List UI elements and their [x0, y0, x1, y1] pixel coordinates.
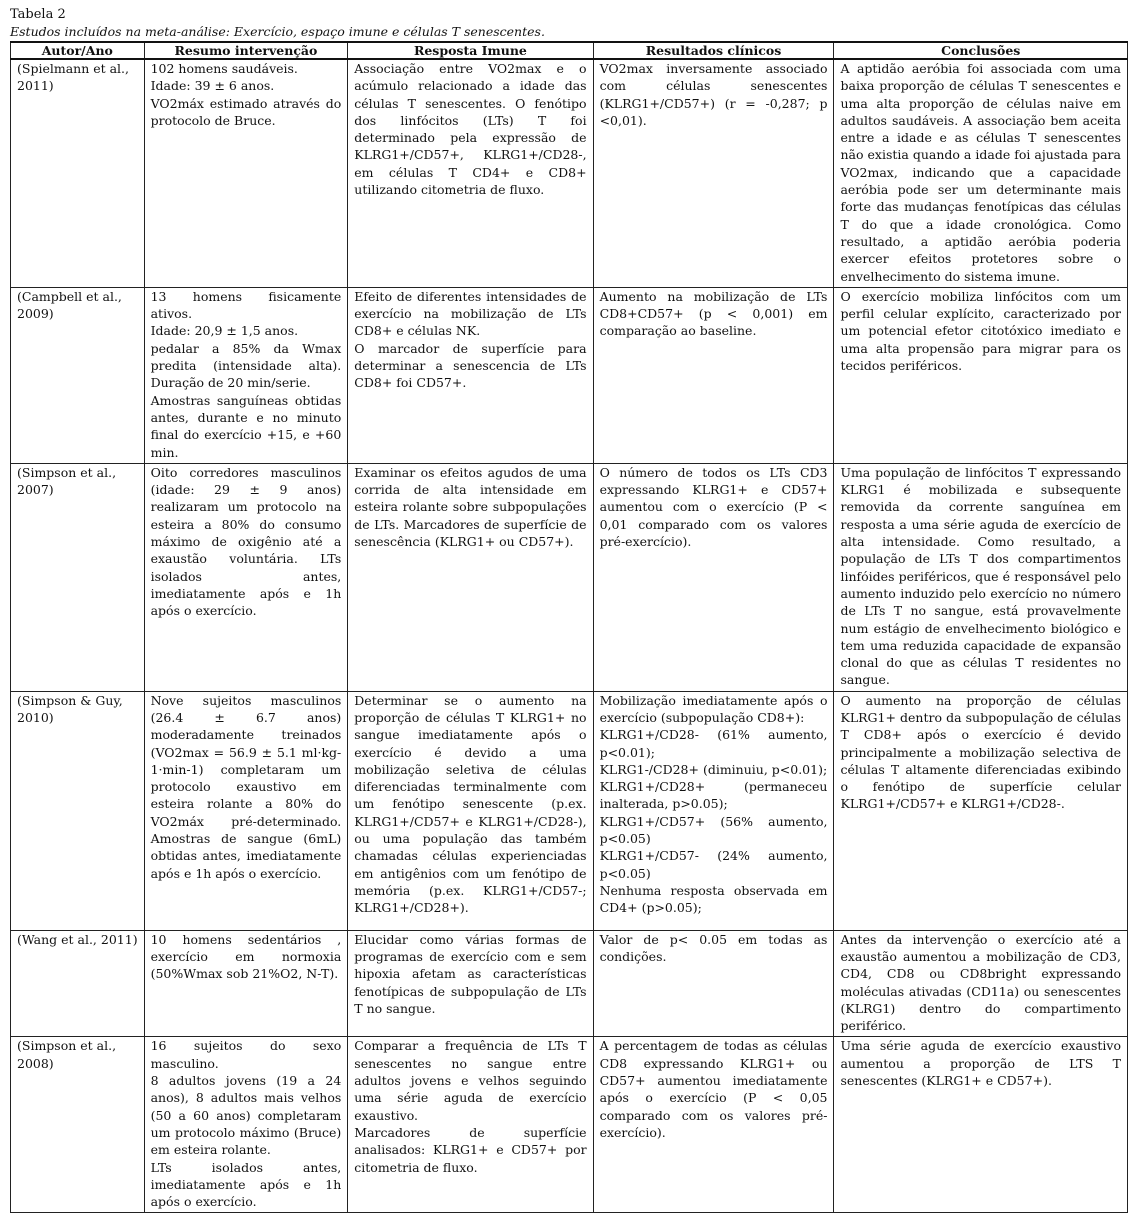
immune-line: Comparar a frequência de LTs T senescentes no sangue entre adultos jovens e velhos seguindo uma série aguda de exercício exaustivo. [354, 1038, 587, 1123]
intervention-line: 13 homens fisicamente ativos. [150, 288, 342, 322]
immune-line: Determinar se o aumento na proporção de células T KLRG1+ no sangue imediatamente após o exercício é devido a uma mobilização seletiva de células diferenciadas terminalmente com um fenótipo senescente (p.ex. KLRG1+/CD57+ e KLRG1+/CD28-), ou uma população das também chamadas células experienciadas em antigênios com um fenótipo de memória (p.ex. KLRG1+/CD57-; KLRG1+/CD28+). [354, 692, 587, 916]
intervention-cell [144, 463, 348, 691]
conclusions-line: Antes da intervenção o exercício até a exaustão aumentou a mobilização de CD3, CD4, CD8 ou CD8bright expressando moléculas ativadas (CD11a) ou senescentes (KLRG1) dentro do compartimento periférico. [840, 931, 1121, 1034]
intervention-line: 8 adultos jovens (19 a 24 anos), 8 adultos mais velhos (50 a 60 anos) completaram um protocolo máximo (Bruce) em esteira rolante. [150, 1073, 342, 1158]
clinical-line: A percentagem de todas as células CD8 expressando KLRG1+ ou CD57+ aumentou imediatamente após o exercício (P < 0,05 comparado com os valores pré-exercício). [599, 1038, 828, 1140]
header-author: Autor/Ano [11, 42, 145, 59]
conclusions-line: Uma população de linfócitos T expressando KLRG1 é mobilizada e subsequente removida da corrente sanguínea em resposta a uma série aguda de exercício de alta intensidade. Como resultado, a população de LTs T dos compartimentos linfóides periféricos, que é responsável pelo aumento induzido pelo exercício no número de LTs T no sangue, está provavelmente num estágio de envelhecimento biológico e tem uma reduzida capacidade de expansão clonal do que as células T residentes no sangue. [840, 464, 1121, 688]
immune-cell [348, 463, 593, 691]
immune-cell [348, 930, 593, 1037]
clinical-cell [593, 691, 834, 930]
header-conclusions: Conclusões [834, 42, 1128, 59]
conclusions-cell [834, 463, 1128, 691]
intervention-line: 102 homens saudáveis. [150, 61, 298, 76]
intervention-line: Idade: 20,9 ± 1,5 anos. [150, 323, 299, 339]
table-row [11, 691, 1128, 930]
conclusions-line: A aptidão aeróbia foi associada com uma baixa proporção de células T senescentes e uma alta proporção de células naive em adultos saudáveis. A associação bem aceita entre a idade e as células T senescentes não existia quando a idade foi ajustada para VO2max, indicando que a capacidade aeróbia pode ser um determinante mais forte das mudanças fenotípicas das células T do que a idade cronológica. Como resultado, a aptidão aeróbia poderia exercer efeitos protetores sobre o envelhecimento do sistema imune. [840, 61, 1121, 284]
clinical-line: Aumento na mobilização de LTs CD8+CD57+ (p < 0,001) em comparação ao baseline. [599, 288, 828, 339]
immune-line: Associação entre VO2max e o acúmulo relacionado a idade das células T senescentes. O fenótipo dos linfócitos (LTs) T foi determinado pela expressão de KLRG1+/CD57+, KLRG1+/CD28-, em células T CD4+ e CD8+ utilizando citometria de fluxo. [354, 61, 587, 198]
clinical-cell [593, 463, 834, 691]
table-row [11, 1037, 1128, 1213]
intervention-line: Idade: 39 ± 6 anos. [150, 78, 275, 94]
clinical-cell [593, 930, 834, 1037]
header-clinical: Resultados clínicos [593, 42, 834, 59]
table-row [11, 463, 1128, 691]
author-cell: (Simpson et al., 2008) [11, 1037, 145, 1213]
author-cell: (Simpson et al., 2007) [11, 463, 145, 691]
immune-line: Elucidar como várias formas de programas de exercício com e sem hipoxia afetam as características fenotípicas de subpopulação de LTs T no sangue. [354, 931, 587, 1016]
intervention-line: 10 homens sedentários , exercício em normoxia (50%Wmax sob 21%O2, N-T). [150, 931, 342, 982]
conclusions-cell [834, 287, 1128, 463]
header-immune: Resposta Imune [348, 42, 593, 59]
intervention-cell [144, 691, 348, 930]
intervention-line: Amostras sanguíneas obtidas antes, durante e no minuto final do exercício +15, e +60 min. [150, 392, 342, 460]
header-row [11, 42, 1128, 59]
author-cell: (Wang et al., 2011) [11, 930, 145, 1037]
author-cell: (Campbell et al., 2009) [11, 287, 145, 463]
header-intervention: Resumo intervenção [144, 42, 348, 59]
immune-line: Marcadores de superfície analisados: KLRG1+ e CD57+ por citometria de fluxo. [354, 1124, 587, 1175]
conclusions-line: O exercício mobiliza linfócitos com um perfil celular explícito, caracterizado por um potencial efetor citotóxico imediato e uma alta propensão para migrar para os tecidos periféricos. [840, 288, 1121, 374]
page [10, 6, 1128, 1213]
conclusions-line: Uma série aguda de exercício exaustivo aumentou a proporção de LTS T senescentes (KLRG1+ e CD57+). [840, 1038, 1121, 1089]
clinical-line: KLRG1-/CD28+ (diminuiu, p<0.01); [599, 761, 828, 777]
intervention-line: pedalar a 85% da Wmax predita (intensidade alta). Duração de 20 min/serie. [150, 340, 342, 391]
intervention-cell [144, 930, 348, 1037]
intervention-cell [144, 287, 348, 463]
table-row [11, 930, 1128, 1037]
clinical-line: KLRG1+/CD57- (24% aumento, p<0.05) [599, 848, 828, 881]
clinical-line: O número de todos os LTs CD3 expressando KLRG1+ e CD57+ aumentou com o exercício (P < 0,01 comparado com os valores pré-exercício). [599, 464, 828, 550]
clinical-line: KLRG1+/CD28+ (permaneceu inalterada, p>0.05); [599, 779, 828, 812]
immune-line: Examinar os efeitos agudos de uma corrida de alta intensidade em esteira rolante sobre subpopulações de LTs. Marcadores de superfície de senescência (KLRG1+ ou CD57+). [354, 464, 587, 550]
intervention-line: Nove sujeitos masculinos (26.4 ± 6.7 anos) moderadamente treinados (VO2max = 56.9 ± 5.1 ml·kg-1·min-1) completaram um protocolo exaustivo em esteira rolante a 80% do VO2máx pré-determinado. Amostras de sangue (6mL) obtidas antes, imediatamente após e 1h após o exercício. [150, 692, 342, 881]
table-caption: Estudos incluídos na meta-análise: Exercício, espaço imune e células T senescentes. [10, 24, 545, 39]
clinical-line: Mobilização imediatamente após o exercício (subpopulação CD8+): [599, 692, 828, 725]
immune-cell [348, 1037, 593, 1213]
table-row [11, 287, 1128, 463]
immune-cell [348, 59, 593, 287]
conclusions-line: O aumento na proporção de células KLRG1+ dentro da subpopulação de células T CD8+ após o exercício é devido principalmente a mobilização selectiva de células T altamente diferenciadas exibindo o fenótipo de superfície celular KLRG1+/CD57+ e KLRG1+/CD28-. [840, 692, 1121, 812]
author-cell: (Spielmann et al., 2011) [11, 59, 145, 287]
intervention-line: 16 sujeitos do sexo masculino. [150, 1038, 342, 1071]
conclusions-cell [834, 691, 1128, 930]
conclusions-cell [834, 930, 1128, 1037]
clinical-cell [593, 1037, 834, 1213]
intervention-line: VO2máx estimado através do protocolo de Bruce. [150, 95, 342, 128]
clinical-cell [593, 59, 834, 287]
intervention-line: LTs isolados antes, imediatamente após e 1h após o exercício. [150, 1159, 342, 1210]
intervention-cell [144, 59, 348, 287]
clinical-line: Nenhuma resposta observada em CD4+ (p>0.05); [599, 882, 828, 916]
intervention-line: Oito corredores masculinos (idade: 29 ± 9 anos) realizaram um protocolo na esteira a 80% do consumo máximo de oxigênio até a exaustão voluntária. LTs isolados antes, imediatamente após e 1h após o exercício. [150, 464, 342, 619]
immune-line: Efeito de diferentes intensidades de exercício na mobilização de LTs CD8+ e células NK. [354, 288, 587, 339]
conclusions-cell [834, 1037, 1128, 1213]
immune-cell [348, 691, 593, 930]
immune-cell [348, 287, 593, 463]
table-row [11, 59, 1128, 287]
author-cell: (Simpson & Guy, 2010) [11, 691, 145, 930]
clinical-line: Valor de p< 0.05 em todas as condições. [599, 931, 828, 964]
intervention-cell [144, 1037, 348, 1213]
studies-table [10, 41, 1128, 1213]
immune-line: O marcador de superfície para determinar a senescencia de LTs CD8+ foi CD57+. [354, 340, 587, 391]
clinical-line: KLRG1+/CD57+ (56% aumento, p<0.05) [599, 813, 828, 847]
table-label: Tabela 2 [10, 7, 66, 22]
clinical-line: KLRG1+/CD28- (61% aumento, p<0.01); [599, 727, 828, 760]
clinical-line: VO2max inversamente associado com células senescentes (KLRG1+/CD57+) (r = -0,287; p <0,01). [599, 61, 828, 128]
clinical-cell [593, 287, 834, 463]
conclusions-cell [834, 59, 1128, 287]
